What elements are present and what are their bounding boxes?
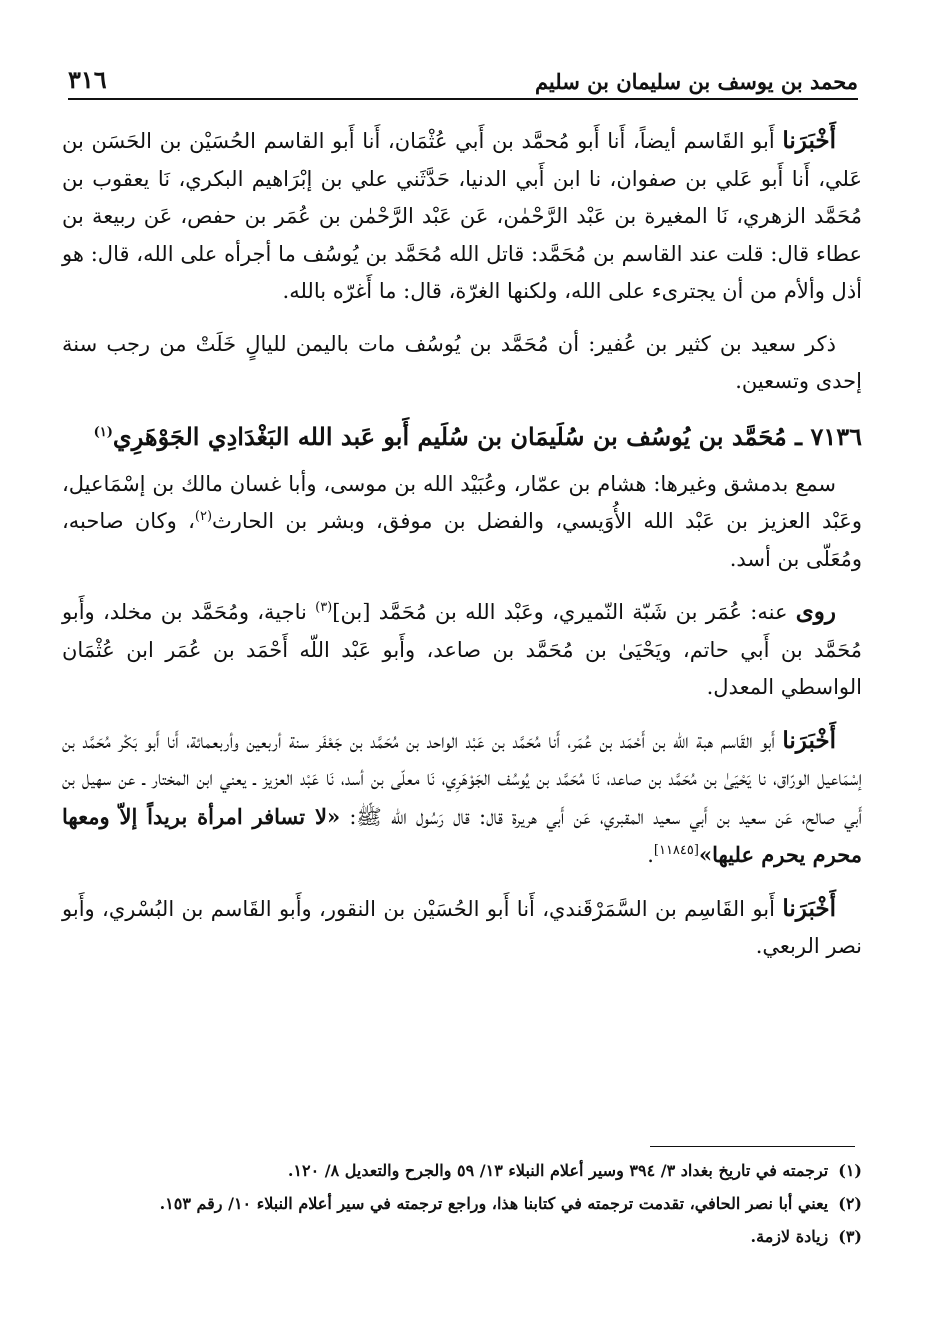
entry-heading-text: ٧١٣٦ ـ مُحَمَّد بن يُوسُف بن سُلَيمَان بن سُلَيم أَبو عَبد الله البَغْدَادِي الجَوْهَرِي bbox=[112, 421, 862, 451]
page-number: ٣١٦ bbox=[68, 65, 107, 94]
paragraph-5 bbox=[62, 722, 862, 875]
paragraph-lead-word: أَخْبَرَنا bbox=[782, 894, 836, 922]
paragraph-text: أَبو القَاسم هبة اللّه بن أَحْمَد بن عُمَر، أَنا مُحَمَّد بن عَبْد الواحد بن مُحَمَّد بن جَعْفَر سنة أربعين وأربعمائة، أَنا أَبو بَكْر مُحَمَّد بن إسْمَاعيل الورّاق، نا يَحْيَىٰ بن مُحَمَّد بن صاعد، نَا مُحَمَّد بن يُوسُف الجَوْهَرِي، نَا معلّى بن أسد، نَا عَبْد العزيز ـ يعني ابن المختار ـ عن سهيل بن أَبي صالح، عَن سعيد بن أَبي سعيد المقبري، عَن أَبي هريرة قال: قال رَسُول الله ﷺ: bbox=[62, 728, 862, 829]
hadith-quote: «لا تسافر امرأة بريداً إلاّ ومعها محرم يحرم عليها» bbox=[62, 803, 862, 867]
footnote-marker-1[interactable]: (١) bbox=[93, 424, 113, 440]
footnote-divider bbox=[650, 1146, 855, 1147]
paragraph-text: سمع بدمشق وغيرها: هشام بن عمّار، وعُبَيْد الله بن موسى، وأبا غسان مالك بن إسْمَاعيل، وعَبْد العزيز بن عَبْد الله الأُوَيسي، والفضل بن موفق، وبشر بن الحارث bbox=[62, 471, 862, 533]
paragraph-lead-word: أَخْبَرَنا bbox=[782, 127, 836, 154]
entry-heading bbox=[62, 416, 862, 458]
paragraph-4 bbox=[62, 593, 862, 707]
paragraph-text: عنه: عُمَر بن شَبّة النّميري، وعَبْد الله بن مُحَمَّد [بن] bbox=[332, 600, 788, 624]
footnote-1 bbox=[62, 1154, 862, 1187]
footnote-marker-2[interactable]: (٢) bbox=[194, 509, 213, 524]
page-header bbox=[68, 52, 858, 100]
paragraph-end: . bbox=[647, 843, 654, 867]
main-text bbox=[62, 122, 862, 981]
paragraph-3 bbox=[62, 466, 862, 579]
footnotes bbox=[62, 1154, 862, 1253]
paragraph-text-continued: ، وكان صاحبه، ومُعَلّى بن أسد. bbox=[62, 509, 862, 571]
footnote-text: زيادة لازمة. bbox=[750, 1227, 829, 1246]
footnote-text: ترجمته في تاريخ بغداد ٣/ ٣٩٤ وسير أعلام النبلاء ١٣/ ٥٩ والجرح والتعديل ٨/ ١٢٠. bbox=[287, 1161, 829, 1180]
footnote-number: (٢) bbox=[838, 1194, 862, 1213]
hadith-number: [١١٨٤٥] bbox=[653, 843, 699, 858]
footnote-2 bbox=[62, 1187, 862, 1220]
paragraph-text: ذكر سعيد بن كثير بن عُفير: أن مُحَمَّد بن يُوسُف مات باليمن لليالٍ خَلَتْ من رجب سنة إحدى وتسعين. bbox=[62, 331, 862, 393]
footnote-number: (١) bbox=[838, 1161, 862, 1180]
paragraph-2 bbox=[62, 326, 862, 401]
footnote-marker-3[interactable]: (٣) bbox=[315, 600, 333, 615]
footnote-number: (٣) bbox=[838, 1227, 862, 1246]
paragraph-text: أَبو القَاسم أيضاً، أَنا أَبو مُحمَّد بن أَبي عُثْمَان، أَنا أَبو القاسم الحُسَيْن بن الحَسَن بن عَلي، أَنا أَبو عَلي بن صفوان، نا ابن أَبي الدنيا، حَدَّثَني علي بن إبْرَاهيم البكري، نَا يعقوب بن مُحَمَّد الزهري، نَا المغيرة بن عَبْد الرَّحْمٰن، عَن عَبْد الرَّحْمٰن بن عُمَر بن حفص، عَن ربيعة بن عطاء قال: قلت عند القاسم بن مُحَمَّد: قاتل الله مُحَمَّد بن يُوسُف ما أجرأه على الله، قال: هو أذل وألأم من أن يجترىء على الله، ولكنها الغرّة، قال: ما أَغرّه بالله. bbox=[62, 129, 862, 303]
paragraph-lead-word: روى bbox=[795, 598, 836, 625]
paragraph-1 bbox=[62, 122, 862, 311]
paragraph-lead-word: أَخْبَرَنا bbox=[782, 726, 836, 754]
paragraph-text: أَبو القَاسِم بن السَّمَرْقَندي، أَنا أَبو الحُسَيْن بن النقور، وأَبو القَاسم بن البُسْري، وأَبو نصر الربعي. bbox=[62, 896, 862, 958]
running-title: محمد بن يوسف بن سليمان بن سليم bbox=[534, 69, 858, 94]
footnote-text: يعني أبا نصر الحافي، تقدمت ترجمته في كتابنا هذا، وراجع ترجمته في سير أعلام النبلاء ١٠/ رقم ١٥٣. bbox=[159, 1194, 829, 1213]
footnote-3 bbox=[62, 1220, 862, 1253]
paragraph-text-continued: ناجية، ومُحَمَّد بن مخلد، وأَبو مُحَمَّد بن أَبي حاتم، ويَحْيَىٰ بن مُحَمَّد بن صاعد، وأَبو عَبْد اللّه أَحْمَد بن عُمَر ابن عُثْمَان الواسطي المعدل. bbox=[62, 600, 862, 699]
paragraph-6 bbox=[62, 890, 862, 966]
